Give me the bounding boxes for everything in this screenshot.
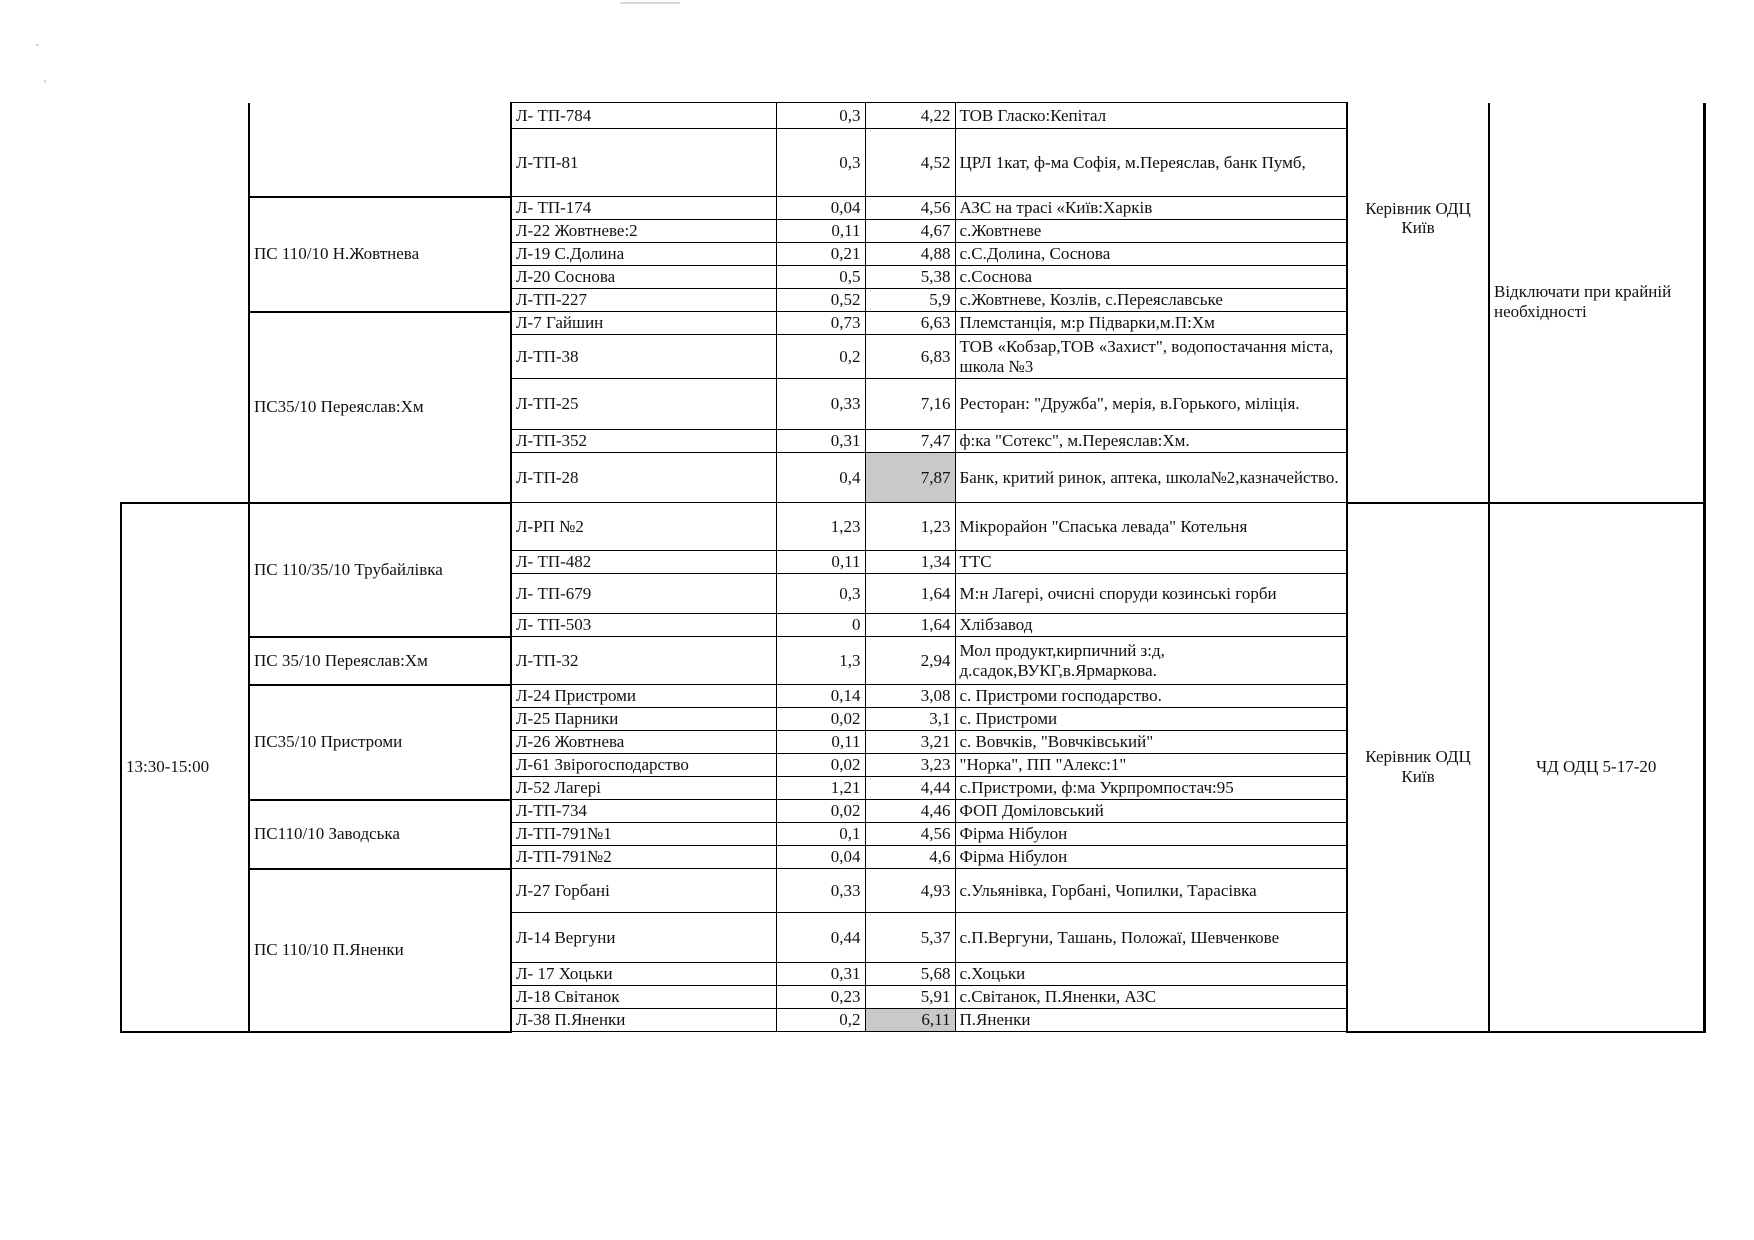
- substation-cell: ПС110/10 Заводська: [249, 800, 511, 869]
- load-cell: 0,73: [776, 312, 865, 335]
- line-cell: Л-52 Лагері: [511, 777, 776, 800]
- line-cell: Л-ТП-81: [511, 129, 776, 197]
- scan-mark: [36, 44, 39, 46]
- load-cell: 0,14: [776, 685, 865, 708]
- load-cell: 0,1: [776, 823, 865, 846]
- cumulative-cell: 5,37: [865, 913, 955, 963]
- line-cell: Л-22 Жовтневе:2: [511, 220, 776, 243]
- load-cell: 0,5: [776, 266, 865, 289]
- responsible-cell: Керівник ОДЦ Київ: [1347, 103, 1489, 503]
- consumers-cell: с.Жовтневе: [955, 220, 1347, 243]
- cumulative-cell: 4,46: [865, 800, 955, 823]
- cumulative-cell: 5,91: [865, 986, 955, 1009]
- load-cell: 0: [776, 614, 865, 637]
- consumers-cell: с.Пристроми, ф:ма Укрпромпостач:95: [955, 777, 1347, 800]
- cumulative-cell: 3,08: [865, 685, 955, 708]
- load-cell: 0,33: [776, 869, 865, 913]
- cumulative-cell: 1,34: [865, 551, 955, 574]
- cumulative-cell: 6,83: [865, 335, 955, 379]
- cumulative-cell: 4,22: [865, 103, 955, 129]
- load-cell: 0,02: [776, 754, 865, 777]
- consumers-cell: АЗС на трасі «Київ:Харків: [955, 197, 1347, 220]
- substation-cell: ПС 35/10 Переяслав:Хм: [249, 637, 511, 685]
- consumers-cell: Фірма Нібулон: [955, 846, 1347, 869]
- line-cell: Л-18 Світанок: [511, 986, 776, 1009]
- cumulative-cell: 4,52: [865, 129, 955, 197]
- load-cell: 0,04: [776, 846, 865, 869]
- line-cell: Л-24 Пристроми: [511, 685, 776, 708]
- line-cell: Л- 17 Хоцьки: [511, 963, 776, 986]
- consumers-cell: с.Жовтневе, Козлів, с.Переяславське: [955, 289, 1347, 312]
- load-cell: 0,2: [776, 1009, 865, 1032]
- substation-cell: ПС35/10 Переяслав:Хм: [249, 312, 511, 503]
- load-cell: 0,23: [776, 986, 865, 1009]
- line-cell: Л-РП №2: [511, 503, 776, 551]
- line-cell: Л- ТП-503: [511, 614, 776, 637]
- note-cell: Відключати при крайній необхідності: [1489, 103, 1704, 503]
- line-cell: Л-27 Горбані: [511, 869, 776, 913]
- cumulative-cell: 4,56: [865, 823, 955, 846]
- consumers-cell: М:н Лагері, очисні споруди козинські горби: [955, 574, 1347, 614]
- load-cell: 0,3: [776, 103, 865, 129]
- load-cell: 0,52: [776, 289, 865, 312]
- consumers-cell: ТТС: [955, 551, 1347, 574]
- load-cell: 1,23: [776, 503, 865, 551]
- load-cell: 0,21: [776, 243, 865, 266]
- responsible-cell: Керівник ОДЦ Київ: [1347, 503, 1489, 1032]
- load-cell: 0,3: [776, 129, 865, 197]
- line-cell: Л-19 С.Долина: [511, 243, 776, 266]
- line-cell: Л-ТП-227: [511, 289, 776, 312]
- cumulative-cell: 7,47: [865, 430, 955, 453]
- cumulative-cell: 5,9: [865, 289, 955, 312]
- line-cell: Л-ТП-25: [511, 379, 776, 430]
- consumers-cell: с.Соснова: [955, 266, 1347, 289]
- substation-cell: ПС 110/35/10 Трубайлівка: [249, 503, 511, 637]
- cumulative-cell: 4,93: [865, 869, 955, 913]
- line-cell: Л-ТП-791№1: [511, 823, 776, 846]
- load-cell: 0,4: [776, 453, 865, 503]
- load-cell: 1,3: [776, 637, 865, 685]
- consumers-cell: с.Ульянівка, Горбані, Чопилки, Тарасівка: [955, 869, 1347, 913]
- consumers-cell: ТОВ Гласко:Кепітал: [955, 103, 1347, 129]
- scan-mark: [44, 80, 46, 83]
- line-cell: Л-ТП-791№2: [511, 846, 776, 869]
- cumulative-cell: 3,23: [865, 754, 955, 777]
- load-cell: 0,02: [776, 800, 865, 823]
- consumers-cell: Банк, критий ринок, аптека, школа№2,казначейство.: [955, 453, 1347, 503]
- line-cell: Л-14 Вергуни: [511, 913, 776, 963]
- line-cell: Л-ТП-352: [511, 430, 776, 453]
- cumulative-cell: 7,16: [865, 379, 955, 430]
- cumulative-cell: 4,88: [865, 243, 955, 266]
- cumulative-cell: 3,1: [865, 708, 955, 731]
- consumers-cell: ФОП Доміловський: [955, 800, 1347, 823]
- line-cell: Л- ТП-482: [511, 551, 776, 574]
- load-cell: 0,11: [776, 551, 865, 574]
- cumulative-cell: 6,63: [865, 312, 955, 335]
- load-cell: 1,21: [776, 777, 865, 800]
- cumulative-cell: 4,44: [865, 777, 955, 800]
- consumers-cell: "Норка", ПП "Алекс:1": [955, 754, 1347, 777]
- line-cell: Л- ТП-784: [511, 103, 776, 129]
- line-cell: Л-61 Звірогосподарство: [511, 754, 776, 777]
- load-cell: 0,3: [776, 574, 865, 614]
- consumers-cell: с. Пристроми: [955, 708, 1347, 731]
- load-cell: 0,31: [776, 430, 865, 453]
- cumulative-cell: 2,94: [865, 637, 955, 685]
- cumulative-cell: 3,21: [865, 731, 955, 754]
- substation-cell: ПС35/10 Пристроми: [249, 685, 511, 800]
- substation-cell: [249, 103, 511, 197]
- cumulative-cell: 4,67: [865, 220, 955, 243]
- line-cell: Л-26 Жовтнева: [511, 731, 776, 754]
- load-cell: 0,11: [776, 731, 865, 754]
- consumers-cell: Племстанція, м:р Підварки,м.П:Хм: [955, 312, 1347, 335]
- cumulative-cell-highlighted: 6,11: [865, 1009, 955, 1032]
- line-cell: Л-20 Соснова: [511, 266, 776, 289]
- line-cell: Л- ТП-679: [511, 574, 776, 614]
- consumers-cell: с.Світанок, П.Яненки, АЗС: [955, 986, 1347, 1009]
- cumulative-cell: 4,56: [865, 197, 955, 220]
- consumers-cell: с. Пристроми господарство.: [955, 685, 1347, 708]
- table-row: [121, 103, 1704, 129]
- load-cell: 0,33: [776, 379, 865, 430]
- consumers-cell: с.П.Вергуни, Ташань, Положаї, Шевченкове: [955, 913, 1347, 963]
- time-cell: 13:30-15:00: [121, 503, 249, 1032]
- cumulative-cell: 4,6: [865, 846, 955, 869]
- load-cell: 0,31: [776, 963, 865, 986]
- consumers-cell: с.С.Долина, Соснова: [955, 243, 1347, 266]
- line-cell: Л-7 Гайшин: [511, 312, 776, 335]
- line-cell: Л-ТП-28: [511, 453, 776, 503]
- consumers-cell: ТОВ «Кобзар,ТОВ «Захист", водопостачання міста, школа №3: [955, 335, 1347, 379]
- cumulative-cell: 5,68: [865, 963, 955, 986]
- consumers-cell: с. Вовчків, "Вовчківський": [955, 731, 1347, 754]
- consumers-cell: Мол продукт,кирпичний з:д, д.садок,ВУКГ,в.Ярмаркова.: [955, 637, 1347, 685]
- line-cell: Л-ТП-38: [511, 335, 776, 379]
- cumulative-cell: 1,64: [865, 614, 955, 637]
- load-cell: 0,11: [776, 220, 865, 243]
- table-row: [121, 503, 1704, 551]
- line-cell: Л-ТП-734: [511, 800, 776, 823]
- load-cell: 0,04: [776, 197, 865, 220]
- consumers-cell: с.Хоцьки: [955, 963, 1347, 986]
- consumers-cell: Ресторан: "Дружба", мерія, в.Горького, міліція.: [955, 379, 1347, 430]
- line-cell: Л-ТП-32: [511, 637, 776, 685]
- consumers-cell: ЦРЛ 1кат, ф-ма Софія, м.Переяслав, банк Пумб,: [955, 129, 1347, 197]
- load-cell: 0,2: [776, 335, 865, 379]
- cumulative-cell-highlighted: 7,87: [865, 453, 955, 503]
- time-cell: [121, 103, 249, 503]
- cumulative-cell: 5,38: [865, 266, 955, 289]
- consumers-cell: Фірма Нібулон: [955, 823, 1347, 846]
- cumulative-cell: 1,64: [865, 574, 955, 614]
- load-cell: 0,02: [776, 708, 865, 731]
- substation-cell: ПС 110/10 Н.Жовтнева: [249, 197, 511, 312]
- scan-mark: [620, 2, 680, 4]
- line-cell: Л- ТП-174: [511, 197, 776, 220]
- consumers-cell: Хлібзавод: [955, 614, 1347, 637]
- consumers-cell: Мікрорайон "Спаська левада" Котельня: [955, 503, 1347, 551]
- consumers-cell: ф:ка "Сотекс", м.Переяслав:Хм.: [955, 430, 1347, 453]
- substation-cell: ПС 110/10 П.Яненки: [249, 869, 511, 1032]
- line-cell: Л-25 Парники: [511, 708, 776, 731]
- line-cell: Л-38 П.Яненки: [511, 1009, 776, 1032]
- cumulative-cell: 1,23: [865, 503, 955, 551]
- consumers-cell: П.Яненки: [955, 1009, 1347, 1032]
- load-cell: 0,44: [776, 913, 865, 963]
- note-cell: ЧД ОДЦ 5-17-20: [1489, 503, 1704, 1032]
- outage-schedule-table: [120, 102, 1706, 1033]
